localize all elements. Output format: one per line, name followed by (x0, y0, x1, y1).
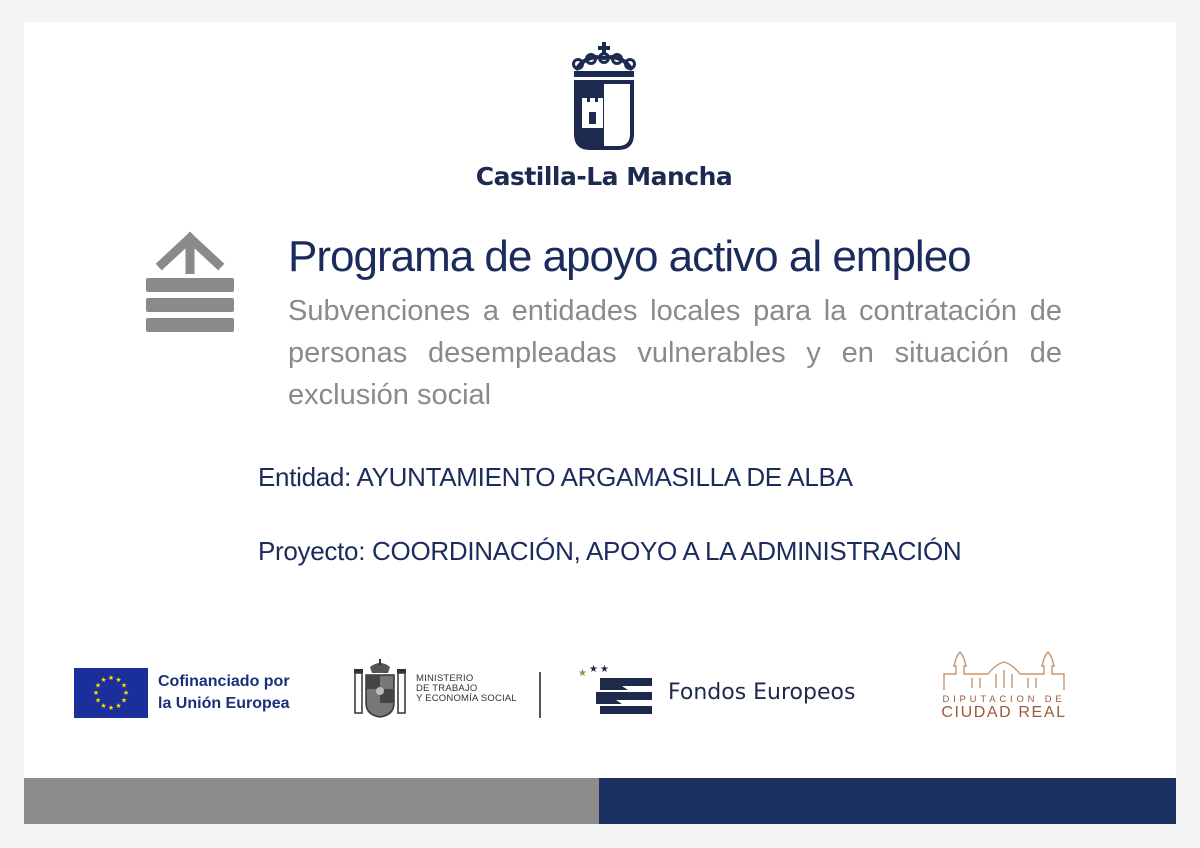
svg-text:★: ★ (115, 702, 122, 710)
svg-text:★: ★ (94, 681, 102, 690)
svg-text:★: ★ (589, 664, 598, 675)
diputacion-line1: DIPUTACION DE (942, 694, 1066, 705)
footer-bar-blue (599, 778, 1176, 824)
region-name: Castilla-La Mancha (475, 162, 733, 191)
ministry-line1: MINISTERIO (416, 673, 474, 684)
fondos-europeos-mark-icon (576, 664, 656, 720)
entity-line: Entidad: AYUNTAMIENTO ARGAMASILLA DE ALBA (258, 462, 853, 492)
spanish-coat-of-arms-icon (352, 659, 408, 719)
svg-text:★: ★ (578, 668, 587, 679)
svg-text:★: ★ (600, 664, 609, 675)
eu-label-line2: la Unión Europea (158, 695, 290, 712)
fondos-europeos-label: Fondos Europeos (668, 679, 856, 705)
program-subtitle: Subvenciones a entidades locales para la contratación de personas desempleadas vulnerables y en situación de exclusión social (288, 295, 1062, 411)
svg-text:★: ★ (120, 696, 128, 705)
ministry-logo (352, 658, 517, 720)
diputacion-line2: CIUDAD REAL (941, 704, 1067, 721)
poster-sheet (24, 22, 1176, 824)
svg-text:★: ★ (92, 689, 100, 697)
eu-label-line1: Cofinanciado por (158, 673, 290, 690)
svg-text:★: ★ (122, 689, 130, 697)
diputacion-ciudad-real-logo (936, 648, 1076, 722)
castilla-la-mancha-crest-icon (564, 40, 644, 156)
svg-text:★: ★ (94, 696, 102, 705)
castilla-la-mancha-logo (464, 40, 744, 200)
program-title: Programa de apoyo activo al empleo (288, 232, 971, 281)
logo-divider (539, 672, 541, 718)
upload-arrow-icon (144, 228, 236, 338)
eu-flag-icon (74, 668, 148, 718)
svg-text:★: ★ (115, 676, 122, 684)
ministry-line3: Y ECONOMÍA SOCIAL (416, 693, 517, 704)
ministry-line2: DE TRABAJO (416, 683, 478, 694)
fondos-europeos-logo (576, 662, 855, 722)
svg-text:★: ★ (120, 681, 128, 690)
svg-text:★: ★ (107, 674, 115, 682)
svg-text:★: ★ (100, 702, 107, 710)
building-skyline-icon (938, 648, 1070, 692)
svg-text:★: ★ (100, 676, 107, 684)
svg-text:★: ★ (107, 704, 115, 712)
eu-cofinanced-logo (74, 667, 290, 719)
project-line: Proyecto: COORDINACIÓN, APOYO A LA ADMINISTRACIÓN (258, 536, 962, 566)
footer-bar-grey (24, 778, 599, 824)
